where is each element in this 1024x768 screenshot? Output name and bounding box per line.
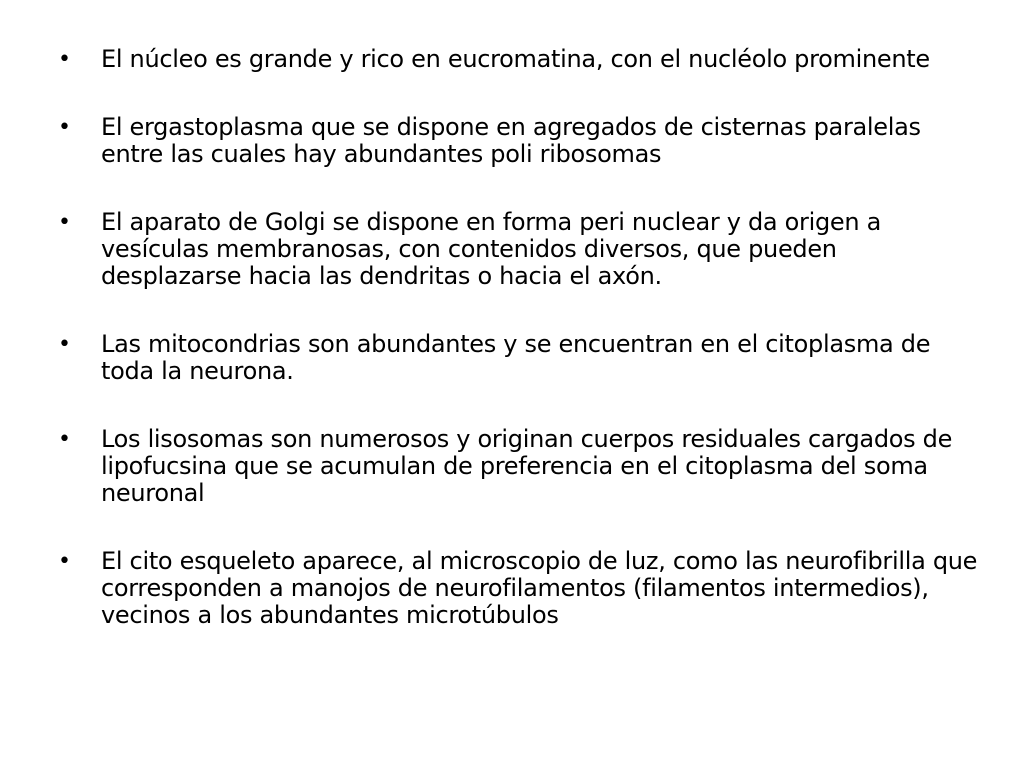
bullet-marker: • [58,427,71,452]
bullet-marker: • [58,332,71,357]
bullet-marker: • [58,115,71,140]
bullet-marker: • [58,549,71,574]
bullet-text: Los lisosomas son numerosos y originan cuerpos residuales cargados de lipofucsina que se acumulan de preferencia en el citoplasma del soma neuronal [101,425,953,507]
bullet-text: El cito esqueleto aparece, al microscopio de luz, como las neurofibrilla que corresponden a manojos de neurofilamentos (filamentos intermedios), vecinos a los abundantes microtúbulos [101,547,978,629]
bullet-list [58,46,978,670]
bullet-marker: • [58,210,71,235]
bullet-item-nucleus [58,46,978,73]
bullet-text: El núcleo es grande y rico en eucromatina, con el nucléolo prominente [101,45,930,73]
bullet-item-cytoskeleton [58,548,978,629]
bullet-text: El ergastoplasma que se dispone en agregados de cisternas paralelas entre las cuales hay abundantes poli ribosomas [101,113,921,168]
bullet-item-ergastoplasm [58,114,978,168]
bullet-item-golgi [58,209,978,290]
bullet-text: Las mitocondrias son abundantes y se encuentran en el citoplasma de toda la neurona. [101,330,931,385]
bullet-item-lysosomes [58,426,978,507]
bullet-text: El aparato de Golgi se dispone en forma peri nuclear y da origen a vesículas membranosas, con contenidos diversos, que pueden desplazarse hacia las dendritas o hacia el axón. [101,208,882,290]
bullet-item-mitochondria [58,331,978,385]
bullet-marker: • [58,47,71,72]
